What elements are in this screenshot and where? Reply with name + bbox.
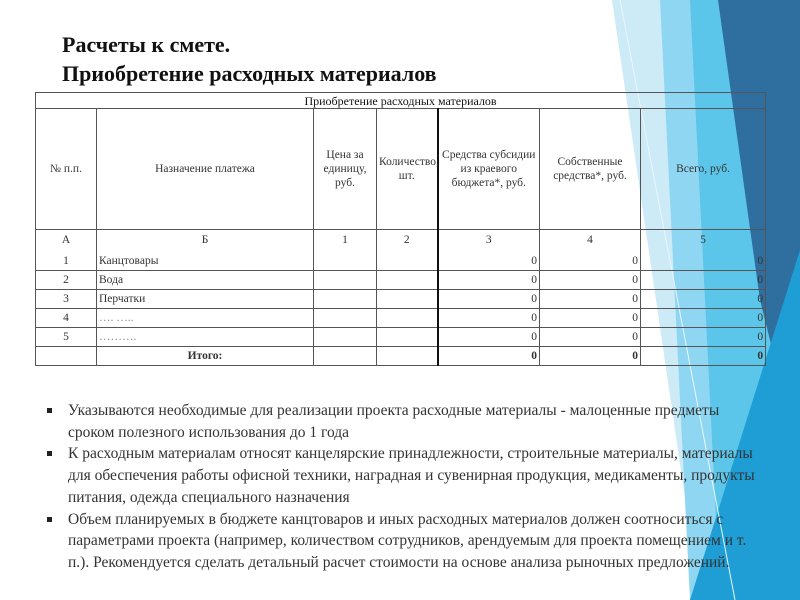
row-number: 2	[36, 271, 97, 290]
table-row	[36, 290, 766, 309]
row-quantity	[377, 290, 438, 309]
row-price	[314, 290, 377, 309]
index-cell: 2	[377, 230, 438, 252]
materials-table	[35, 92, 766, 366]
index-cell: А	[36, 230, 97, 252]
header-purpose: Назначение платежа	[97, 109, 314, 230]
row-number: 4	[36, 309, 97, 328]
row-own-funds: 0	[540, 309, 641, 328]
row-total: 0	[641, 309, 766, 328]
row-total: 0	[641, 271, 766, 290]
slide-title	[62, 30, 437, 88]
total-price-cell	[314, 347, 377, 366]
total-quantity-cell	[377, 347, 438, 366]
row-own-funds: 0	[540, 328, 641, 347]
row-subsidy: 0	[438, 328, 540, 347]
notes-list	[47, 400, 767, 574]
table-row	[36, 309, 766, 328]
header-own-funds: Собственные средства*, руб.	[540, 109, 641, 230]
index-cell: 5	[641, 230, 766, 252]
header-total: Всего, руб.	[641, 109, 766, 230]
index-cell: 1	[314, 230, 377, 252]
total-subsidy: 0	[438, 347, 540, 366]
row-quantity	[377, 271, 438, 290]
row-number: 5	[36, 328, 97, 347]
table-total-row	[36, 347, 766, 366]
row-price	[314, 309, 377, 328]
row-quantity	[377, 328, 438, 347]
total-own-funds: 0	[540, 347, 641, 366]
note-text: К расходным материалам относят канцелярские принадлежности, строительные материалы, материалы для обеспечения работы офисной техники, наградная и сувенирная продукция, медикаменты, продукты питания, одежда специального назначения	[68, 445, 755, 506]
row-price	[314, 271, 377, 290]
row-number: 1	[36, 252, 97, 271]
table-row	[36, 252, 766, 271]
table-row	[36, 328, 766, 347]
table-caption: Приобретение расходных материалов	[36, 93, 766, 109]
row-name: Перчатки	[97, 290, 314, 309]
row-name: …. …..	[97, 309, 314, 328]
total-label: Итого:	[97, 347, 314, 366]
row-subsidy: 0	[438, 271, 540, 290]
note-item	[47, 509, 767, 574]
row-own-funds: 0	[540, 252, 641, 271]
index-cell: Б	[97, 230, 314, 252]
total-sum: 0	[641, 347, 766, 366]
row-subsidy: 0	[438, 309, 540, 328]
row-name: Канцтовары	[97, 252, 314, 271]
row-name: ……….	[97, 328, 314, 347]
row-name: Вода	[97, 271, 314, 290]
title-line-1: Расчеты к смете.	[62, 32, 231, 57]
row-quantity	[377, 309, 438, 328]
bullet-square-icon	[47, 408, 52, 413]
row-own-funds: 0	[540, 290, 641, 309]
row-quantity	[377, 252, 438, 271]
bullet-square-icon	[47, 451, 52, 456]
note-text: Объем планируемых в бюджете канцтоваров и иных расходных материалов должен соотноситься с параметрами проекта (например, количеством сотрудников, арендуемым для проекта помещением и т. п.). Рекомендуется сделать детальный расчет стоимости на основе анализа рыночных предложений.	[68, 510, 747, 571]
title-line-2: Приобретение расходных материалов	[62, 61, 437, 86]
index-cell: 3	[438, 230, 540, 252]
header-number: № п.п.	[36, 109, 97, 230]
row-total: 0	[641, 290, 766, 309]
row-own-funds: 0	[540, 271, 641, 290]
table-index-row	[36, 230, 766, 252]
header-quantity: Количество, шт.	[377, 109, 438, 230]
table-header-row	[36, 109, 766, 230]
table-row	[36, 271, 766, 290]
index-cell: 4	[540, 230, 641, 252]
row-total: 0	[641, 252, 766, 271]
row-price	[314, 328, 377, 347]
note-text: Указываются необходимые для реализации проекта расходные материалы - малоценные предметы сроком полезного использования до 1 года	[68, 402, 720, 441]
row-total: 0	[641, 328, 766, 347]
bullet-square-icon	[47, 517, 52, 522]
row-subsidy: 0	[438, 290, 540, 309]
header-subsidy: Средства субсидии из краевого бюджета*, руб.	[438, 109, 540, 230]
row-number: 3	[36, 290, 97, 309]
header-price: Цена за единицу, руб.	[314, 109, 377, 230]
note-item	[47, 400, 767, 443]
total-empty-cell	[36, 347, 97, 366]
row-price	[314, 252, 377, 271]
row-subsidy: 0	[438, 252, 540, 271]
note-item	[47, 443, 767, 508]
